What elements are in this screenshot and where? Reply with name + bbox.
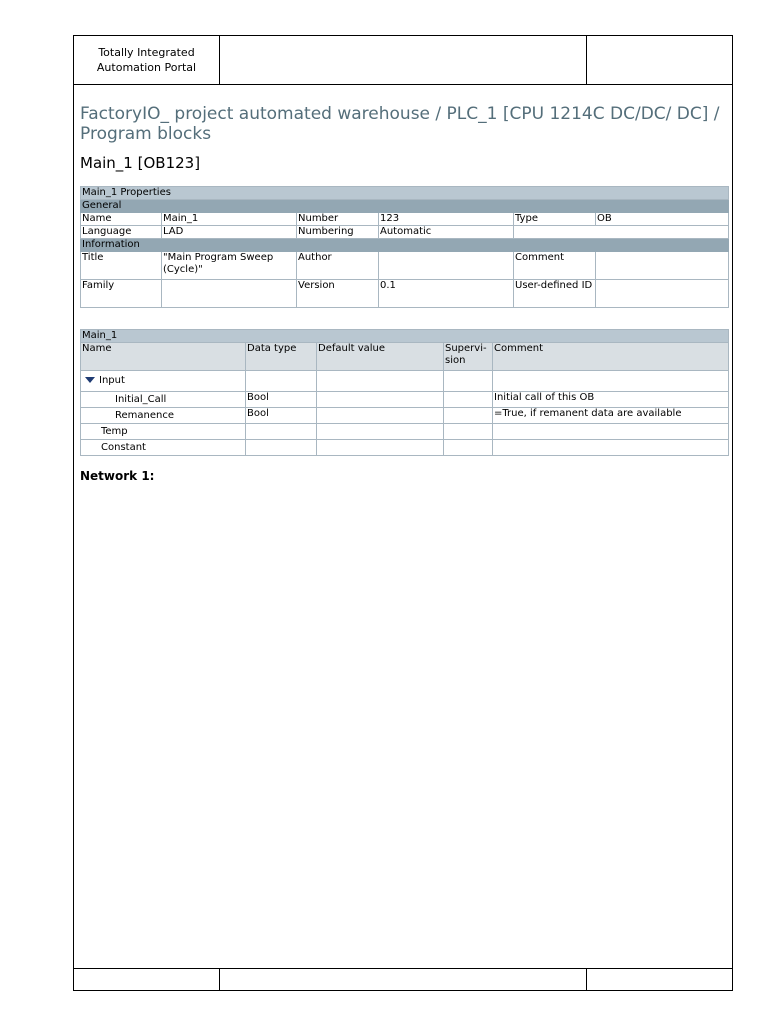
row-comment [493, 440, 729, 456]
row-name: Initial_Call [81, 392, 246, 408]
information-row [81, 252, 729, 280]
name-label: Name [81, 213, 162, 226]
properties-table [80, 186, 729, 308]
row-data-type [246, 371, 317, 392]
general-row [81, 226, 729, 239]
table-row [81, 392, 729, 408]
version-label: Version [297, 280, 379, 308]
input-group-cell[interactable] [81, 371, 246, 392]
row-name: Remanence [81, 408, 246, 424]
header-logo-cell [74, 36, 220, 84]
table-row [81, 424, 729, 440]
title-value: "Main Program Sweep (Cycle)" [162, 252, 297, 280]
row-name: Temp [81, 424, 246, 440]
row-name: Constant [81, 440, 246, 456]
expand-triangle-icon[interactable] [85, 377, 95, 383]
document-path: FactoryIO_ project automated warehouse / PLC_1 [CPU 1214C DC/DC/ DC] / Program blocks [80, 104, 720, 144]
table-row [81, 408, 729, 424]
row-data-type: Bool [246, 392, 317, 408]
row-comment: =True, if remanent data are available [493, 408, 729, 424]
language-value: LAD [162, 226, 297, 239]
user-id-value [596, 280, 729, 308]
interface-table [80, 329, 729, 456]
family-label: Family [81, 280, 162, 308]
row-default [317, 424, 444, 440]
general-row [81, 213, 729, 226]
row-supervision [444, 392, 493, 408]
row-supervision [444, 408, 493, 424]
information-subsection-title: Information [81, 239, 729, 252]
properties-section-row [81, 187, 729, 200]
footer-middle-cell [220, 969, 587, 991]
number-value: 123 [379, 213, 514, 226]
column-header: Default value [317, 343, 444, 371]
numbering-label: Numbering [297, 226, 379, 239]
footer-left-cell [74, 969, 220, 991]
block-title: Main_1 [OB123] [80, 154, 201, 172]
general-subsection-title: General [81, 200, 729, 213]
name-value: Main_1 [162, 213, 297, 226]
row-default [317, 440, 444, 456]
row-default [317, 392, 444, 408]
comment-value [596, 252, 729, 280]
column-header: Name [81, 343, 246, 371]
information-subsection-row [81, 239, 729, 252]
row-comment [493, 424, 729, 440]
row-supervision [444, 424, 493, 440]
header-middle-cell [220, 36, 587, 84]
row-supervision [444, 371, 493, 392]
app-name-line-1: Totally Integrated [98, 46, 195, 59]
number-label: Number [297, 213, 379, 226]
page-frame [73, 35, 733, 991]
user-id-label: User-defined ID [514, 280, 596, 308]
page-footer [74, 968, 732, 991]
title-label: Title [81, 252, 162, 280]
interface-section-row [81, 330, 729, 343]
row-data-type [246, 440, 317, 456]
general-subsection-row [81, 200, 729, 213]
row-comment: Initial call of this OB [493, 392, 729, 408]
family-value [162, 280, 297, 308]
column-header: Data type [246, 343, 317, 371]
table-row [81, 440, 729, 456]
information-row [81, 280, 729, 308]
interface-section-title: Main_1 [81, 330, 729, 343]
column-header: Comment [493, 343, 729, 371]
author-label: Author [297, 252, 379, 280]
table-row [81, 371, 729, 392]
type-label: Type [514, 213, 596, 226]
language-label: Language [81, 226, 162, 239]
row-default [317, 371, 444, 392]
row-supervision [444, 440, 493, 456]
app-name-line-2: Automation Portal [96, 61, 197, 74]
interface-header-row [81, 343, 729, 371]
column-header: Supervi-sion [444, 343, 493, 371]
page-header [74, 36, 732, 85]
numbering-value: Automatic [379, 226, 514, 239]
empty-cell [514, 226, 729, 239]
row-default [317, 408, 444, 424]
properties-section-title: Main_1 Properties [81, 187, 729, 200]
comment-label: Comment [514, 252, 596, 280]
author-value [379, 252, 514, 280]
row-data-type [246, 424, 317, 440]
row-comment [493, 371, 729, 392]
type-value: OB [596, 213, 729, 226]
row-data-type: Bool [246, 408, 317, 424]
version-value: 0.1 [379, 280, 514, 308]
network-title: Network 1: [80, 469, 155, 483]
row-name: Input [99, 375, 125, 386]
